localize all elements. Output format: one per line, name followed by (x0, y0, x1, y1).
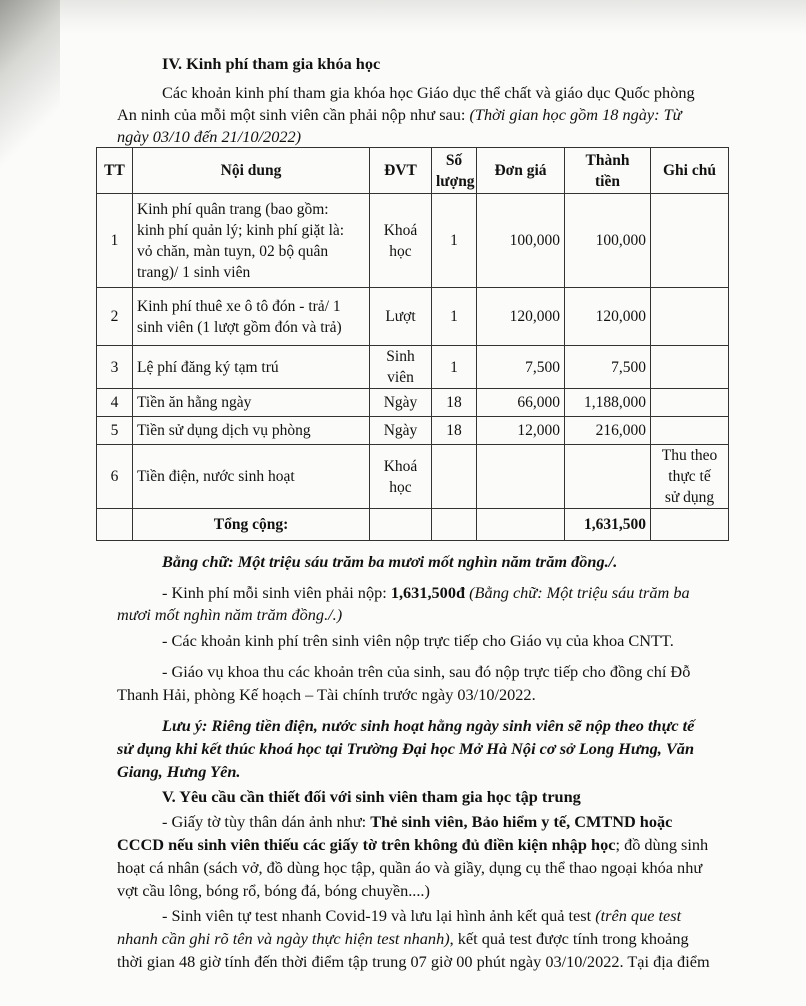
cell-amount (565, 445, 651, 509)
cell-qty: 18 (432, 417, 477, 445)
col-header-amount: Thành tiền (565, 148, 651, 194)
cell-content: Tiền ăn hằng ngày (133, 389, 370, 417)
cell-price (477, 445, 565, 509)
cell-unit: Ngày (370, 389, 432, 417)
cell-content: Kinh phí quân trang (bao gồm: kinh phí quản lý; kinh phí giặt là: vỏ chăn, màn tuyn, 02 bộ quân trang)/ 1 sinh viên (133, 194, 370, 288)
cell-amount: 216,000 (565, 417, 651, 445)
cell-amount: 100,000 (565, 194, 651, 288)
requirement-documents-line3: hoạt cá nhân (sách vở, đồ dùng học tập, quần áo và giầy, dụng cụ thể thao ngoại khóa như (117, 858, 703, 877)
cell-tt: 5 (97, 417, 133, 445)
cell-qty: 1 (432, 288, 477, 346)
cell-tt: 6 (97, 445, 133, 509)
col-header-price: Đơn giá (477, 148, 565, 194)
cell-unit: Ngày (370, 417, 432, 445)
cell-tt: 2 (97, 288, 133, 346)
cell-content: Tiền điện, nước sinh hoạt (133, 445, 370, 509)
fee-table (96, 147, 729, 541)
cell-content: Kinh phí thuê xe ô tô đón - trả/ 1 sinh viên (1 lượt gồm đón và trả) (133, 288, 370, 346)
table-row (97, 346, 729, 389)
bullet-office-transfer-line1: - Giáo vụ khoa thu các khoản trên của sinh, sau đó nộp trực tiếp cho đồng chí Đỗ (162, 662, 691, 681)
bullet-fee-per-student: - Kinh phí mỗi sinh viên phải nộp: 1,631,500đ (Bằng chữ: Một triệu sáu trăm ba (162, 583, 690, 602)
table-row (97, 194, 729, 288)
cell-unit: Khoá học (370, 445, 432, 509)
cell-note (651, 417, 729, 445)
amount-in-words: Bằng chữ: Một triệu sáu trăm ba mươi mốt nghìn năm trăm đồng./. (162, 552, 618, 571)
cell-note (651, 194, 729, 288)
total-amount: 1,631,500 (565, 509, 651, 541)
table-row (97, 417, 729, 445)
cell-qty: 1 (432, 346, 477, 389)
cell-note: Thu theo thực tế sử dụng (651, 445, 729, 509)
cell-unit: Khoá học (370, 194, 432, 288)
cell-amount: 1,188,000 (565, 389, 651, 417)
cell-note (651, 346, 729, 389)
cell-price: 120,000 (477, 288, 565, 346)
requirement-covid-test-line2: nhanh cần ghi rõ tên và ngày thực hiện test nhanh), kết quả test được tính trong khoảng (117, 929, 689, 948)
cell-qty (432, 445, 477, 509)
note-line3: Giang, Hưng Yên. (117, 762, 241, 781)
cell-price: 7,500 (477, 346, 565, 389)
table-row (97, 445, 729, 509)
col-header-tt: TT (97, 148, 133, 194)
cell-price: 12,000 (477, 417, 565, 445)
note-line1: Lưu ý: Riêng tiền điện, nước sinh hoạt hằng ngày sinh viên sẽ nộp theo thực tế (162, 716, 695, 735)
section-4-heading: IV. Kinh phí tham gia khóa học (162, 54, 381, 73)
col-header-content: Nội dung (133, 148, 370, 194)
cell-amount: 120,000 (565, 288, 651, 346)
cell-content: Tiền sử dụng dịch vụ phòng (133, 417, 370, 445)
requirement-documents-line2: CCCD nếu sinh viên thiếu các giấy tờ trên không đủ điền kiện nhập học; đồ dùng sinh (117, 835, 709, 854)
cell-tt: 3 (97, 346, 133, 389)
cell-note (651, 288, 729, 346)
section-4-intro-line2: An ninh của mỗi một sinh viên cần phải nộp như sau: (Thời gian học gồm 18 ngày: Từ (117, 105, 682, 124)
bullet-pay-to-office: - Các khoản kinh phí trên sinh viên nộp trực tiếp cho Giáo vụ của khoa CNTT. (162, 631, 674, 650)
table-row (97, 288, 729, 346)
section-4-intro-line3: ngày 03/10 đến 21/10/2022) (117, 127, 302, 146)
cell-price: 100,000 (477, 194, 565, 288)
cell-unit: Sinh viên (370, 346, 432, 389)
col-header-qty: Số lượng (432, 148, 477, 194)
cell-note (651, 389, 729, 417)
cell-tt: 4 (97, 389, 133, 417)
requirement-documents-line4: vợt cầu lông, bóng rổ, bóng đá, bóng chuyền....) (117, 881, 430, 900)
requirement-documents-line1: - Giấy tờ tùy thân dán ảnh như: Thẻ sinh viên, Bảo hiểm y tế, CMTND hoặc (162, 812, 673, 831)
note-line2: sử dụng khi kết thúc khoá học tại Trường Đại học Mở Hà Nội cơ sở Long Hưng, Văn (117, 739, 695, 758)
cell-amount: 7,500 (565, 346, 651, 389)
col-header-note: Ghi chú (651, 148, 729, 194)
requirement-covid-test-line3: thời gian 48 giờ tính đến thời điểm tập trung 07 giờ 00 phút ngày 03/10/2022. Tại địa điểm (117, 952, 710, 971)
fee-table-body (97, 194, 729, 541)
total-label: Tổng cộng: (133, 509, 370, 541)
cell-qty: 18 (432, 389, 477, 417)
table-header-row (97, 148, 729, 194)
requirement-covid-test-line1: - Sinh viên tự test nhanh Covid-19 và lưu lại hình ảnh kết quả test (trên que test (162, 906, 682, 925)
cell-unit: Lượt (370, 288, 432, 346)
table-row (97, 389, 729, 417)
cell-qty: 1 (432, 194, 477, 288)
cell-tt: 1 (97, 194, 133, 288)
total-row (97, 509, 729, 541)
cell-price: 66,000 (477, 389, 565, 417)
bullet-office-transfer-line2: Thanh Hải, phòng Kế hoạch – Tài chính trước ngày 03/10/2022. (117, 685, 536, 704)
bullet-fee-per-student-line2: mươi mốt nghìn năm trăm đồng./.) (117, 605, 343, 624)
col-header-unit: ĐVT (370, 148, 432, 194)
section-4-intro-line1: Các khoản kinh phí tham gia khóa học Giáo dục thể chất và giáo dục Quốc phòng (162, 83, 695, 102)
cell-content: Lệ phí đăng ký tạm trú (133, 346, 370, 389)
section-5-heading: V. Yêu cầu cần thiết đối với sinh viên tham gia học tập trung (162, 787, 581, 806)
